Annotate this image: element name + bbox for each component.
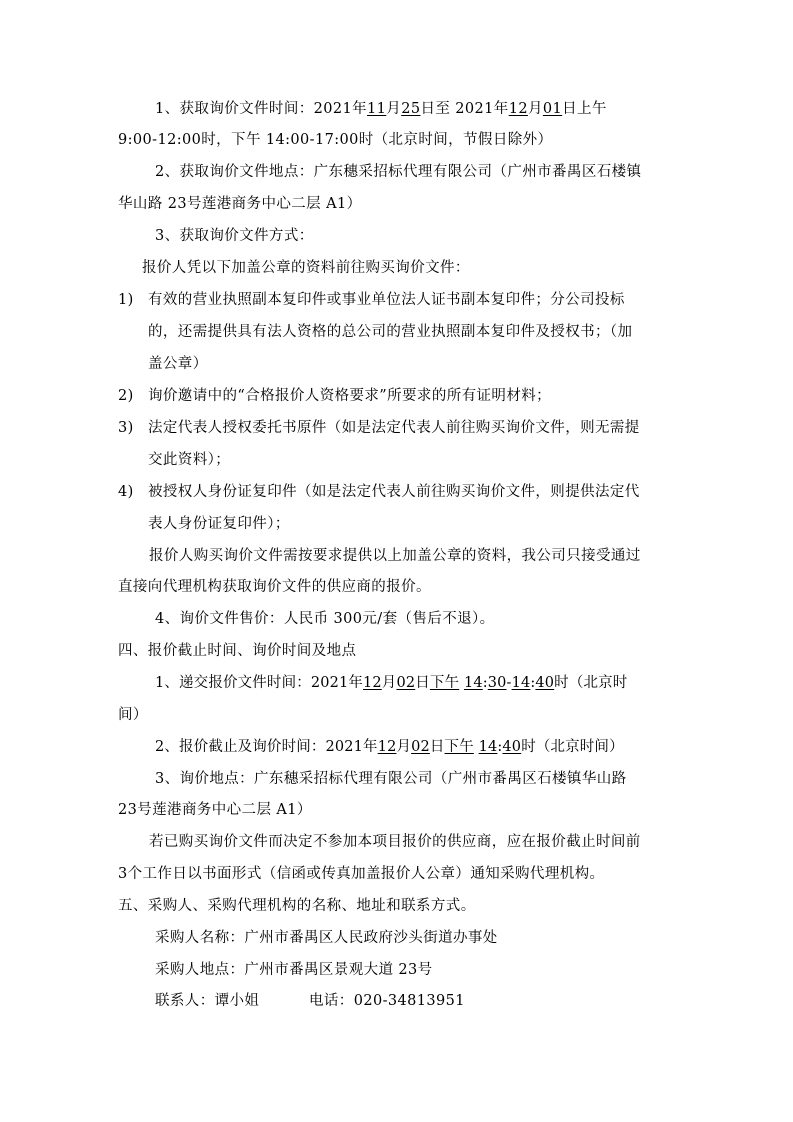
text-segment: 时（北京时 — [554, 675, 628, 691]
list-item-3-line-1: 法定代表人授权委托书原件（如是法定代表人前往购买询价文件，则无需提 — [148, 420, 640, 436]
text-segment: : — [497, 739, 503, 755]
contact-phone: 电话：020-34813951 — [309, 993, 465, 1009]
inquiry-place-line-2: 23号莲港商务中心二层 A1） — [118, 802, 312, 818]
deadline-time-line — [155, 738, 624, 756]
withdraw-note-line-1: 若已购买询价文件而决定不参加本项目报价的供应商，应在报价截止时间前 — [149, 834, 641, 850]
underlined-minute: 40 — [502, 739, 522, 755]
list-item-number: 1) — [118, 292, 134, 308]
list-item-number: 4) — [118, 484, 134, 500]
section-4-heading: 四、报价截止时间、询价时间及地点 — [118, 643, 357, 659]
purchase-note-line-1: 报价人购买询价文件需按要求提供以上加盖公章的资料，我公司只接受通过 — [149, 548, 641, 564]
purchaser-name: 采购人名称：广州市番禺区人民政府沙头街道办事处 — [155, 930, 498, 946]
acquire-time-line-1 — [155, 100, 607, 118]
text-segment: : — [482, 675, 488, 691]
underlined-month: 12 — [363, 675, 382, 691]
purchase-note-line-2: 直接向代理机构获取询价文件的供应商的报价。 — [118, 579, 431, 595]
list-item-3-line-2: 交此资料）； — [148, 452, 231, 468]
text-segment: 日 — [429, 739, 445, 755]
underlined-minute: 40 — [535, 675, 555, 691]
underlined-day: 25 — [401, 101, 421, 117]
underlined-half-day: 下午 — [429, 675, 460, 691]
acquire-place-line-1: 2、获取询价文件地点：广东穗采招标代理有限公司（广州市番禺区石楼镇 — [155, 164, 642, 180]
list-item-number: 3) — [118, 420, 134, 436]
contact-person: 联系人：谭小姐 — [155, 993, 260, 1009]
list-item-2-line-1: 询价邀请中的“合格报价人资格要求”所要求的所有证明材料； — [148, 388, 552, 404]
text-segment: 2、报价截止及询价时间：2021年 — [155, 739, 378, 755]
purchaser-address: 采购人地点：广州市番禺区景观大道 23号 — [155, 962, 433, 978]
list-item-1-line-1: 有效的营业执照副本复印件或事业单位法人证书副本复印件；分公司投标 — [148, 292, 625, 308]
withdraw-note-line-2: 3个工作日以书面形式（信函或传真加盖报价人公章）通知采购代理机构。 — [118, 866, 605, 882]
list-item-1-line-3: 盖公章） — [148, 356, 208, 372]
text-segment: 1、递交报价文件时间：2021年 — [155, 675, 364, 691]
text-segment: 日至 2021年 — [420, 101, 509, 117]
text-segment: 月 — [381, 675, 397, 691]
materials-intro: 报价人凭以下加盖公章的资料前往购买询价文件： — [142, 260, 470, 276]
document-price: 4、询价文件售价：人民币 300元/套（售后不退）。 — [155, 611, 495, 627]
underlined-month: 12 — [508, 101, 528, 117]
text-segment: 1、获取询价文件时间：2021年 — [155, 101, 368, 117]
list-item-4-line-2: 表人身份证复印件）； — [148, 516, 290, 532]
acquire-method-heading: 3、获取询价文件方式： — [155, 228, 314, 244]
underlined-hour: 14 — [511, 675, 531, 691]
submission-time-line-1 — [155, 674, 627, 692]
inquiry-place-line-1: 3、询价地点：广东穗采招标代理有限公司（广州市番禺区石楼镇华山路 — [155, 771, 627, 787]
text-segment: 月 — [396, 739, 412, 755]
underlined-hour: 14 — [478, 739, 498, 755]
text-segment: 月 — [386, 101, 402, 117]
underlined-day: 02 — [411, 739, 430, 755]
text-segment: : — [530, 675, 536, 691]
underlined-half-day: 下午 — [444, 739, 474, 755]
text-segment: 日上午 — [562, 101, 607, 117]
acquire-time-line-2: 9:00-12:00时，下午 14:00-17:00时（北京时间，节假日除外） — [118, 132, 553, 148]
underlined-day: 01 — [542, 101, 563, 117]
underlined-hour: 14 — [463, 675, 483, 691]
text-segment: 月 — [527, 101, 543, 117]
section-5-heading: 五、采购人、采购代理机构的名称、地址和联系方式。 — [118, 898, 476, 914]
underlined-month: 11 — [367, 101, 387, 117]
acquire-place-line-2: 华山路 23号莲港商务中心二层 A1） — [118, 196, 362, 212]
text-segment: 日 — [415, 675, 430, 691]
list-item-number: 2) — [118, 388, 134, 404]
underlined-day: 02 — [396, 675, 416, 691]
list-item-4-line-1: 被授权人身份证复印件（如是法定代表人前往购买询价文件，则提供法定代 — [148, 484, 640, 500]
submission-time-line-2: 间） — [118, 707, 148, 723]
underlined-minute: 30 — [487, 675, 507, 691]
list-item-1-line-2: 的，还需提供具有法人资格的总公司的营业执照副本复印件及授权书；（加 — [148, 324, 633, 340]
underlined-month: 12 — [377, 739, 397, 755]
text-segment: - — [506, 675, 512, 691]
text-segment: 时（北京时间） — [521, 739, 624, 755]
